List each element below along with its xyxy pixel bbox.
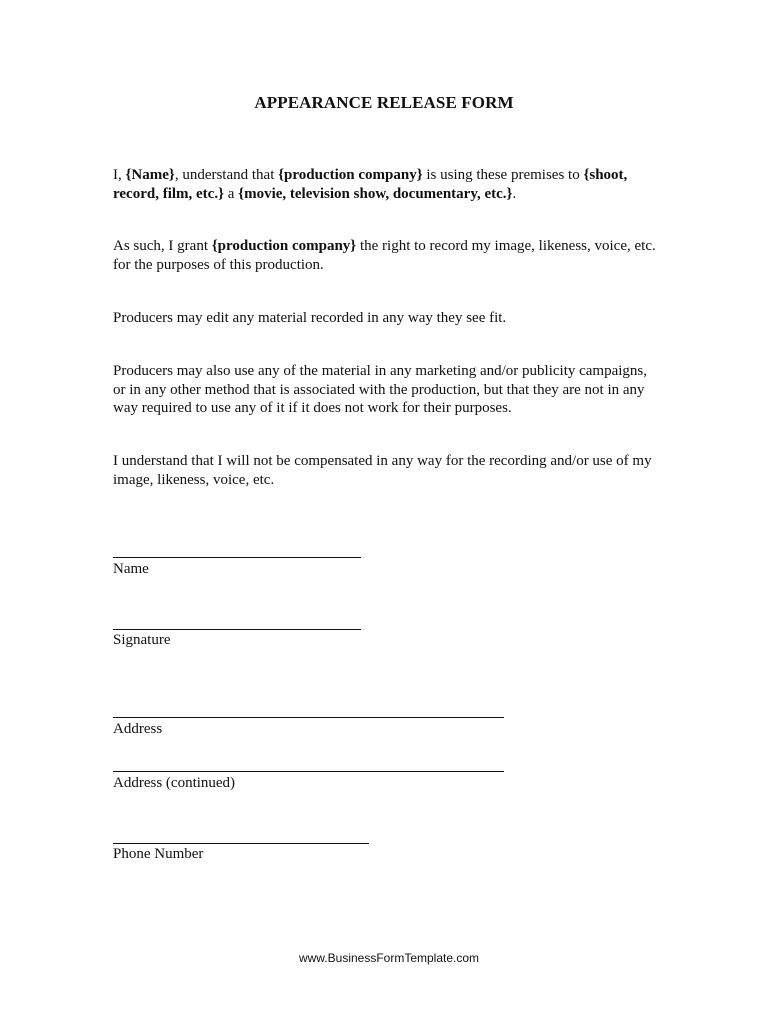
paragraph-statement — [113, 166, 658, 203]
body-text: I, — [113, 167, 126, 183]
document-title: APPEARANCE RELEASE FORM — [254, 93, 514, 112]
placeholder-text: {Name} — [125, 167, 175, 183]
footer-website: www.BusinessFormTemplate.com — [298, 951, 480, 965]
address-continued-line[interactable] — [113, 771, 504, 772]
address-continued-label: Address (continued) — [113, 775, 236, 791]
paragraph-compensation — [113, 452, 658, 489]
body-text: I understand that I will not be compensated in any way for the recording and/or use of my image, likeness, voice, etc. — [113, 453, 652, 488]
phone-number-line[interactable] — [113, 843, 369, 844]
name-label: Name — [113, 561, 149, 577]
signature-line[interactable] — [113, 629, 361, 630]
body-text: , understand that — [174, 167, 279, 183]
body-text: Producers may edit any material recorded in any way they see fit. — [113, 310, 507, 326]
body-text: . — [512, 185, 517, 202]
signature-label: Signature — [113, 632, 171, 648]
phone-number-label: Phone Number — [113, 846, 204, 862]
address-label: Address — [113, 721, 163, 737]
paragraph-editing — [113, 309, 658, 328]
paragraph-marketing — [113, 362, 658, 418]
placeholder-text: {movie, television show, documentary, etc.} — [238, 185, 513, 202]
body-text: As such, I grant — [113, 238, 212, 254]
body-text: the right to record my image, likeness, voice, etc. for the purposes of this production. — [113, 238, 656, 273]
paragraph-grant — [113, 237, 658, 274]
body-text: Producers may also use any of the material in any marketing and/or publicity campaigns, or in any other method that is associated with the production, but that they are not in any way required to use any of it if it does not work for their purposes. — [113, 363, 648, 417]
placeholder-text: {production company} — [278, 167, 423, 183]
placeholder-text: {production company} — [211, 238, 357, 254]
body-text: a — [224, 185, 239, 202]
placeholder-text: {shoot, record, film, etc.} — [113, 167, 628, 202]
body-text: is using these premises to — [422, 167, 584, 183]
name-signature-line[interactable] — [113, 557, 361, 558]
address-line[interactable] — [113, 717, 504, 718]
